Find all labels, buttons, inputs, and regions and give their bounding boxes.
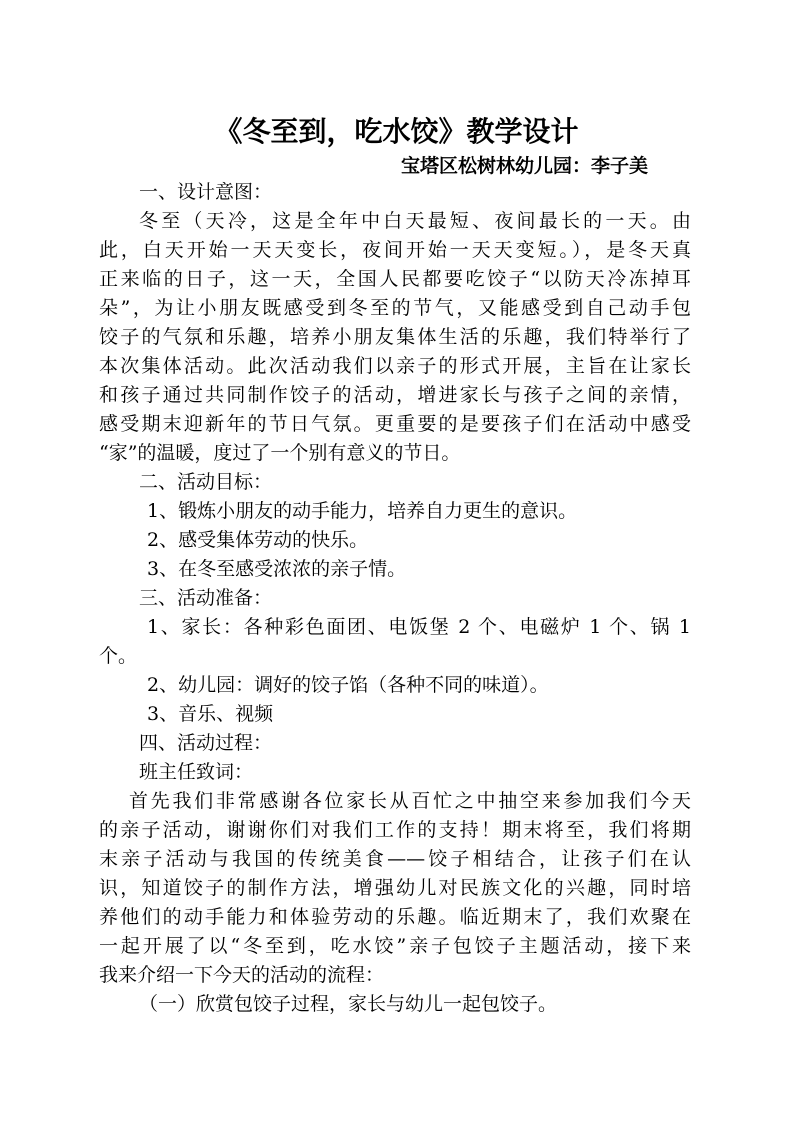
paragraph-line: 和孩子通过共同制作饺子的活动，增进家长与孩子之间的亲情，	[99, 384, 691, 406]
paragraph-line: 首先我们非常感谢各位家长从百忙之中抽空来参加我们今天	[129, 790, 691, 812]
paragraph-line: 识，知道饺子的制作方法，增强幼儿对民族文化的兴趣，同时培	[99, 877, 691, 899]
paragraph-line: 感受期末迎新年的节日气氛。更重要的是要孩子们在活动中感受	[99, 413, 691, 435]
preparation-item: 1、家长：各种彩色面团、电饭堡 2 个、电磁炉 1 个、锅 1	[147, 616, 691, 638]
paragraph-line: 朵”，为让小朋友既感受到冬至的节气，又能感受到自己动手包	[99, 297, 691, 319]
paragraph-line: 班主任致词：	[139, 761, 254, 783]
section-heading-goals: 二、活动目标：	[139, 471, 273, 493]
goal-item: 1、锻炼小朋友的动手能力，培养自力更生的意识。	[147, 500, 578, 522]
paragraph-line: 饺子的气氛和乐趣，培养小朋友集体生活的乐趣，我们特举行了	[99, 326, 691, 348]
section-heading-design-intent: 一、设计意图：	[139, 181, 273, 203]
preparation-item: 3、音乐、视频	[147, 703, 274, 725]
document-author: 宝塔区松树林幼儿园：李子美	[400, 155, 648, 177]
paragraph-line: 末亲子活动与我国的传统美食——饺子相结合，让孩子们在认	[99, 848, 691, 870]
paragraph-line: 养他们的动手能力和体验劳动的乐趣。临近期末了，我们欢聚在	[99, 906, 691, 928]
paragraph-line: “家”的温暖，度过了一个别有意义的节日。	[99, 442, 461, 464]
paragraph-line: 此，白天开始一天天变长，夜间开始一天天变短。），是冬天真	[99, 239, 691, 261]
paragraph-line: 一起开展了以“冬至到，吃水饺”亲子包饺子主题活动，接下来	[99, 935, 691, 957]
paragraph-line: 本次集体活动。此次活动我们以亲子的形式开展，主旨在让家长	[99, 355, 691, 377]
paragraph-line: 的亲子活动，谢谢你们对我们工作的支持！期末将至，我们将期	[99, 819, 691, 841]
document-title: 《冬至到，吃水饺》教学设计	[214, 115, 579, 148]
goal-item: 2、感受集体劳动的快乐。	[147, 529, 369, 551]
section-heading-process: 四、活动过程：	[139, 732, 273, 754]
paragraph-line: 冬至（天冷，这是全年中白天最短、夜间最长的一天。由	[139, 210, 691, 232]
goal-item: 3、在冬至感受浓浓的亲子情。	[147, 558, 407, 580]
preparation-item: 个。	[99, 645, 138, 667]
paragraph-line: 正来临的日子，这一天，全国人民都要吃饺子“以防天冷冻掉耳	[99, 268, 691, 290]
process-step: （一）欣赏包饺子过程，家长与幼儿一起包饺子。	[139, 993, 558, 1015]
preparation-item: 2、幼儿园：调好的饺子馅（各种不同的味道）。	[147, 674, 549, 696]
document-body	[99, 178, 691, 1019]
paragraph-line: 我来介绍一下今天的活动的流程：	[99, 964, 385, 986]
section-heading-preparation: 三、活动准备：	[139, 587, 273, 609]
